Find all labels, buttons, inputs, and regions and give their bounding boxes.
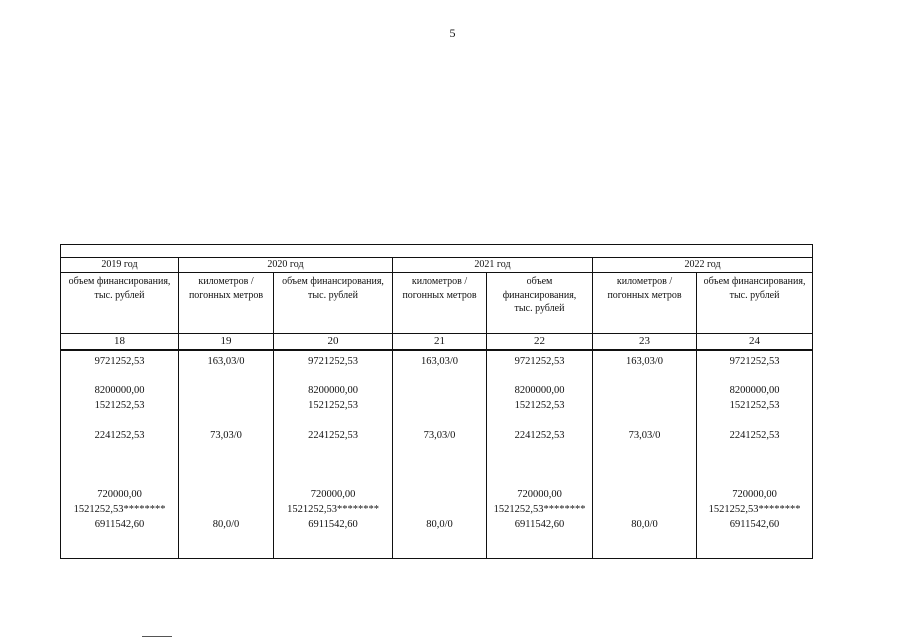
cell-value-line: [395, 399, 484, 414]
cell-value-line: 8200000,00: [308, 385, 358, 397]
cell-value-line: [181, 414, 271, 429]
cell-value-line: [489, 444, 590, 459]
cell-value-line: 1521252,53: [514, 400, 565, 412]
column-number-23: 23: [593, 334, 697, 350]
data-col-24: [697, 350, 813, 559]
page-number: 5: [449, 26, 456, 40]
cell-value-line: [181, 370, 271, 385]
cell-value-line: [595, 503, 694, 518]
cell-value-line: 163,03/0: [207, 355, 245, 367]
cell-value-line: [63, 370, 176, 385]
cell-value-line: [595, 473, 694, 488]
header-col-22: объем финансирования, тыс. рублей: [487, 273, 593, 334]
cell-value-line: 80,0/0: [426, 518, 453, 530]
cell-value-line: [63, 458, 176, 473]
column-number-21: 21: [393, 334, 487, 350]
year-2019-header: 2019 год: [61, 258, 179, 273]
cell-value-line: [276, 458, 390, 473]
cell-value-line: 73,03/0: [423, 429, 456, 441]
year-2021-header: 2021 год: [393, 258, 593, 273]
cell-value-line: 6911542,60: [308, 518, 358, 530]
cell-value-line: 6911542,60: [514, 518, 565, 530]
cell-value-line: 163,03/0: [625, 355, 664, 367]
top-band-cell: [61, 245, 813, 258]
cell-value-line: [276, 473, 390, 488]
column-header-row: [61, 273, 813, 334]
cell-value-line: 9721252,53: [514, 355, 565, 367]
cell-value-line: 9721252,53: [729, 355, 780, 367]
cell-value-line: 6911542,60: [94, 518, 145, 530]
cell-value-line: 2241252,53: [94, 429, 145, 441]
cell-value-line: [395, 488, 484, 503]
cell-value-line: 1521252,53: [729, 400, 780, 412]
cell-value-line: [181, 473, 271, 488]
cell-value-line: 163,03/0: [420, 355, 459, 367]
cell-value-line: [489, 458, 590, 473]
cell-value-line: [395, 444, 484, 459]
header-col-24: объем финансирования, тыс. рублей: [697, 273, 813, 334]
cell-value-line: [63, 414, 176, 429]
cell-value-line: [181, 444, 271, 459]
data-col-20: [274, 350, 393, 559]
cell-value-line: [395, 503, 484, 518]
header-col-21: километров / погонных метров: [393, 273, 487, 334]
cell-value-line: 720000,00: [732, 489, 777, 501]
cell-value-line: [181, 458, 271, 473]
data-col-18: [61, 350, 179, 559]
header-col-23: километров / погонных метров: [593, 273, 697, 334]
header-col-18: объем финансирования, тыс. рублей: [61, 273, 179, 334]
cell-value-line: 6911542,60: [729, 518, 780, 530]
scan-artifact-line: [142, 636, 172, 637]
cell-value-line: 720000,00: [310, 489, 356, 501]
financing-table: [60, 244, 812, 559]
year-2022-header: 2022 год: [593, 258, 813, 273]
cell-value-line: 1521252,53********: [73, 503, 166, 515]
cell-value-line: 1521252,53********: [287, 503, 379, 515]
cell-value-line: 73,03/0: [628, 429, 661, 441]
cell-value-line: [699, 370, 810, 385]
cell-value-line: [395, 473, 484, 488]
cell-value-line: 2241252,53: [729, 429, 780, 441]
cell-value-line: [489, 370, 590, 385]
cell-value-line: [63, 444, 176, 459]
cell-value-line: [276, 370, 390, 385]
cell-value-line: [181, 399, 271, 414]
column-number-22: 22: [487, 334, 593, 350]
cell-value-line: 8200000,00: [514, 385, 565, 397]
cell-value-line: [276, 414, 390, 429]
column-number-20: 20: [274, 334, 393, 350]
data-col-22: [487, 350, 593, 559]
cell-value-line: [699, 458, 810, 473]
cell-value-line: 2241252,53: [308, 429, 358, 441]
cell-value-line: [181, 384, 271, 399]
cell-value-line: 8200000,00: [729, 385, 780, 397]
cell-value-line: 8200000,00: [94, 385, 145, 397]
cell-value-line: [489, 473, 590, 488]
cell-value-line: [699, 444, 810, 459]
table-top-band: [61, 245, 813, 258]
cell-value-line: 1521252,53********: [493, 503, 586, 515]
cell-value-line: [489, 414, 590, 429]
year-2020-header: 2020 год: [179, 258, 393, 273]
cell-value-line: [181, 503, 271, 518]
column-number-row: [61, 334, 813, 350]
cell-value-line: [699, 414, 810, 429]
cell-value-line: [699, 473, 810, 488]
cell-value-line: [395, 370, 484, 385]
cell-value-line: [395, 458, 484, 473]
cell-value-line: [395, 384, 484, 399]
cell-value-line: 720000,00: [517, 489, 562, 501]
cell-value-line: [595, 384, 694, 399]
cell-value-line: 1521252,53: [308, 400, 358, 412]
cell-value-line: [595, 399, 694, 414]
cell-value-line: [595, 488, 694, 503]
cell-value-line: [181, 488, 271, 503]
cell-value-line: [595, 370, 694, 385]
financing-table-grid: [60, 244, 813, 559]
cell-value-line: 80,0/0: [212, 518, 240, 530]
cell-value-line: [63, 473, 176, 488]
cell-value-line: [276, 444, 390, 459]
data-row: [61, 350, 813, 559]
cell-value-line: [395, 414, 484, 429]
cell-value-line: 720000,00: [97, 489, 142, 501]
cell-value-line: [595, 458, 694, 473]
cell-value-line: 1521252,53********: [708, 503, 801, 515]
cell-value-line: 73,03/0: [210, 429, 242, 441]
cell-value-line: [595, 444, 694, 459]
data-col-19: [179, 350, 274, 559]
year-header-row: [61, 258, 813, 273]
cell-value-line: 9721252,53: [308, 355, 358, 367]
header-col-20: объем финансирования, тыс. рублей: [274, 273, 393, 334]
data-col-23: [593, 350, 697, 559]
header-col-19: километров / погонных метров: [179, 273, 274, 334]
column-number-18: 18: [61, 334, 179, 350]
cell-value-line: 2241252,53: [514, 429, 565, 441]
data-col-21: [393, 350, 487, 559]
cell-value-line: 80,0/0: [631, 518, 658, 530]
column-number-19: 19: [179, 334, 274, 350]
column-number-24: 24: [697, 334, 813, 350]
cell-value-line: [595, 414, 694, 429]
cell-value-line: 1521252,53: [94, 400, 145, 412]
cell-value-line: 9721252,53: [94, 355, 145, 367]
